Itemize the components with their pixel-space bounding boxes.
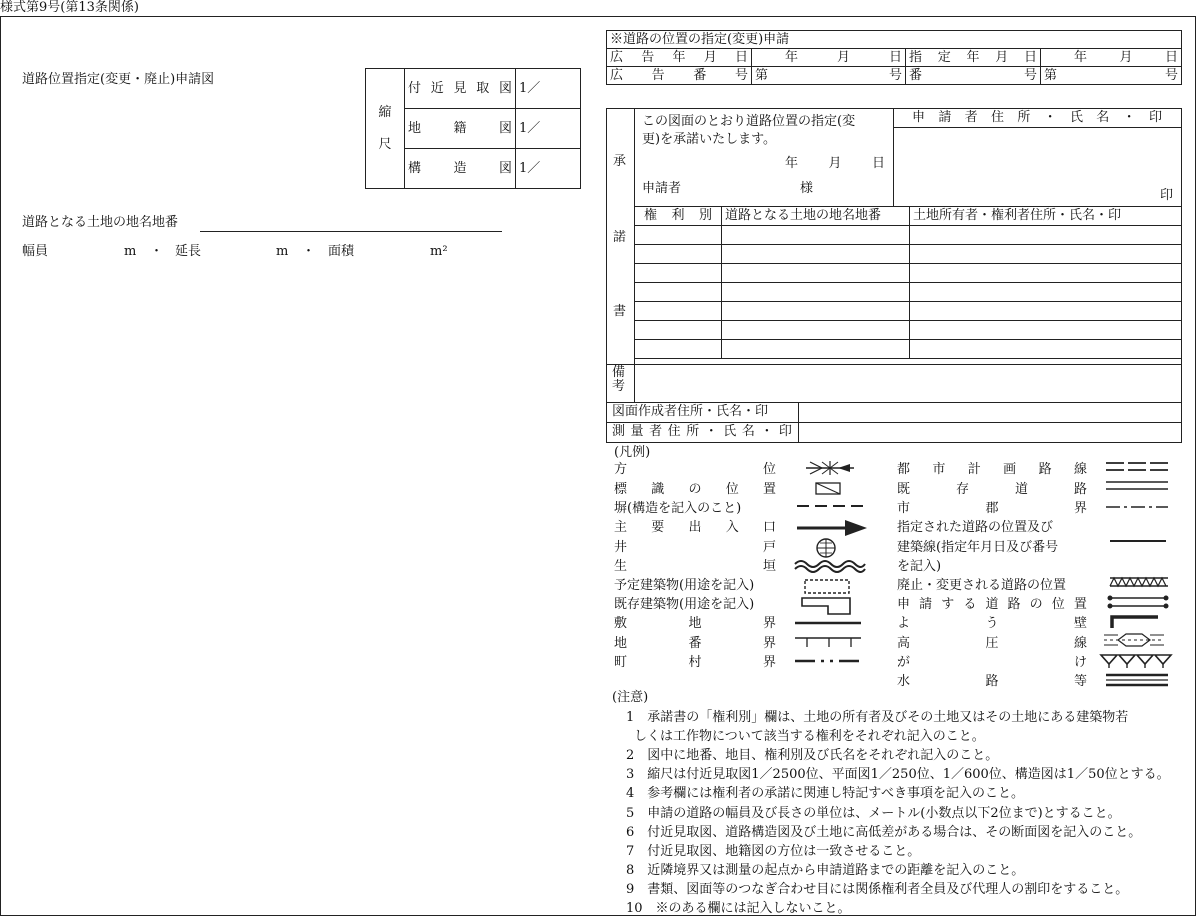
label-char: 所 bbox=[686, 424, 700, 439]
label-char: 申 bbox=[912, 110, 926, 125]
divider bbox=[893, 127, 1182, 128]
legend-item: 主 要 出 入 口 bbox=[614, 520, 776, 536]
remarks-field[interactable] bbox=[635, 365, 1181, 401]
table-row[interactable] bbox=[635, 302, 1182, 321]
table-row[interactable] bbox=[635, 264, 1182, 283]
length-unit: m bbox=[276, 244, 289, 259]
legend-item: 既 存 道 路 bbox=[897, 482, 1087, 498]
label-char: 月 bbox=[828, 156, 842, 171]
rights-table bbox=[634, 206, 1182, 359]
designation-header: ※道路の位置の指定(変更)申請 bbox=[607, 31, 1182, 49]
label-char: 氏 bbox=[1069, 110, 1083, 125]
label-char: 利 bbox=[671, 208, 685, 224]
consent-side-label: 承 諾 書 bbox=[613, 154, 627, 319]
area-label: 面積 bbox=[328, 244, 355, 259]
note-item: 10 ※のある欄には記入しないこと。 bbox=[626, 901, 851, 916]
legend-item: 指定された道路の位置及び bbox=[897, 520, 1054, 536]
scale-table bbox=[365, 68, 581, 189]
well-icon bbox=[814, 537, 838, 559]
separator: ・ bbox=[302, 244, 316, 259]
label-char: 住 bbox=[667, 424, 681, 439]
surveyor-field[interactable] bbox=[799, 423, 1181, 442]
consent-date[interactable] bbox=[785, 156, 885, 172]
width-label: 幅員 bbox=[22, 244, 49, 259]
abolished-road-icon bbox=[1108, 576, 1170, 588]
legend-item: 方 位 bbox=[614, 462, 776, 478]
note-item: 9 書類、図面等のつなぎ合わせ目には関係権利者全員及び代理人の割印をすること。 bbox=[626, 881, 1129, 897]
scale-label-char: 付 bbox=[408, 80, 422, 96]
table-row[interactable] bbox=[635, 283, 1182, 302]
label-char: 号 bbox=[734, 67, 748, 83]
note-item: 8 近隣境界又は測量の起点から申請道路までの距離を記入のこと。 bbox=[626, 862, 1025, 878]
col-rights bbox=[635, 207, 722, 226]
notice-number-value[interactable]: 第 号 bbox=[752, 67, 906, 85]
label-char: ・ bbox=[1043, 110, 1057, 125]
legend-item: 予定建築物(用途を記入) bbox=[614, 578, 755, 594]
label-char: 名 bbox=[1096, 110, 1110, 125]
table-row[interactable] bbox=[635, 226, 1182, 245]
notice-date-value[interactable] bbox=[752, 49, 906, 67]
note-item: 4 参考欄には権利者の承諾に関連し特記すべき事項を記入のこと。 bbox=[626, 786, 1025, 802]
drawer-field[interactable] bbox=[799, 403, 1181, 421]
note-item: 5 申請の道路の幅員及び長さの単位は、メートル(小数点以下2位まで)とすること。 bbox=[626, 805, 1121, 821]
seal-mark: 印 bbox=[1160, 188, 1174, 203]
legend-item: 水 路 等 bbox=[897, 674, 1087, 690]
hedge-icon bbox=[793, 558, 867, 574]
label-char: 広 bbox=[610, 67, 624, 83]
label-char: 年 bbox=[785, 49, 799, 65]
label-char: 告 bbox=[651, 67, 665, 83]
scale-label-char: 籍 bbox=[453, 120, 467, 136]
legend-item: 地 番 界 bbox=[614, 636, 776, 652]
north-arrow-icon bbox=[800, 461, 860, 475]
label-char: 広 bbox=[610, 49, 624, 65]
label-char: 指 bbox=[909, 49, 923, 65]
legend-item: 高 圧 線 bbox=[897, 636, 1087, 652]
col-owner: 土地所有者・権利者住所・氏名・印 bbox=[910, 207, 1182, 226]
lot-boundary-icon bbox=[793, 618, 863, 628]
legend-item: が け bbox=[897, 655, 1087, 671]
drawing-title: 道路位置指定(変更・廃止)申請図 bbox=[22, 72, 215, 87]
legend-item: 都 市 計 画 路 線 bbox=[897, 462, 1087, 478]
high-voltage-line-icon bbox=[1102, 631, 1166, 649]
note-item: 7 付近見取図、地籍図の方位は一致させること。 bbox=[626, 843, 921, 859]
existing-building-icon bbox=[800, 596, 854, 616]
label-char: 住 bbox=[990, 110, 1004, 125]
applicant-sama: 様 bbox=[800, 181, 814, 196]
label-char: 告 bbox=[641, 49, 655, 65]
label-char: 所 bbox=[1017, 110, 1031, 125]
existing-road-icon bbox=[1104, 479, 1170, 493]
scale-label-char: 地 bbox=[408, 120, 422, 136]
scale-label-char: 見 bbox=[453, 80, 467, 96]
label-char: 氏 bbox=[723, 424, 737, 439]
designation-number-value[interactable]: 番 号 bbox=[906, 67, 1041, 85]
label-char: 権 bbox=[644, 208, 658, 224]
legend-item: 建築線(指定年月日及び番号 bbox=[897, 540, 1059, 556]
label-char: 日 bbox=[871, 156, 885, 171]
table-row[interactable] bbox=[635, 245, 1182, 264]
note-item: 6 付近見取図、道路構造図及び土地に高低差がある場合は、その断面図を記入のこと。 bbox=[626, 824, 1142, 840]
label-char: 別 bbox=[698, 208, 712, 224]
label-char: 月 bbox=[1119, 49, 1133, 65]
label-char: 請 bbox=[938, 110, 952, 125]
label-char: 番 bbox=[693, 67, 707, 83]
scale-row-label bbox=[405, 149, 516, 189]
designation-table bbox=[606, 30, 1182, 85]
scale-label-char: 造 bbox=[453, 160, 467, 176]
label-char: 月 bbox=[703, 49, 717, 65]
note-item: 3 縮尺は付近見取図1／2500位、平面図1／250位、1／600位、構造図は1／50位とする。 bbox=[626, 767, 1170, 783]
designate-date-label bbox=[906, 49, 1041, 67]
legend-item: を記入) bbox=[897, 559, 942, 575]
consent-statement-line2: 更)を承諾いたします。 bbox=[642, 132, 777, 147]
cliff-icon bbox=[1099, 653, 1177, 669]
legend-item: 塀(構造を記入のこと) bbox=[614, 501, 742, 517]
label-char: 測 bbox=[612, 424, 626, 439]
label-char: 月 bbox=[995, 49, 1009, 65]
label-char: 月 bbox=[836, 49, 850, 65]
scale-label-char: 取 bbox=[476, 80, 490, 96]
label-char: 日 bbox=[1164, 49, 1178, 65]
label-char: 名 bbox=[741, 424, 755, 439]
label-char: 年 bbox=[785, 156, 799, 171]
scale-label-char: 近 bbox=[430, 80, 444, 96]
table-row[interactable] bbox=[635, 321, 1182, 340]
label-char: 者 bbox=[964, 110, 978, 125]
label-char: ・ bbox=[1122, 110, 1136, 125]
scale-row-value[interactable]: 1／ bbox=[516, 69, 581, 109]
scale-label-char: 構 bbox=[408, 160, 422, 176]
scale-label-char: 図 bbox=[498, 160, 512, 176]
legend-item: 市 郡 界 bbox=[897, 501, 1087, 517]
divider bbox=[893, 108, 894, 206]
legend-item: 町 村 界 bbox=[614, 655, 776, 671]
label-char: ・ bbox=[760, 424, 774, 439]
scale-label-char: 図 bbox=[498, 120, 512, 136]
label-char: 印 bbox=[778, 424, 792, 439]
label-char: 日 bbox=[1023, 49, 1037, 65]
label-char: 年 bbox=[1074, 49, 1088, 65]
sign-icon bbox=[814, 481, 842, 497]
note-item: しくは工作物について該当する権利をそれぞれ記入のこと。 bbox=[634, 729, 985, 745]
legend-title: (凡例) bbox=[614, 445, 651, 460]
legend-item: 井 戸 bbox=[614, 540, 776, 556]
area-unit: m² bbox=[430, 244, 448, 259]
land-underline[interactable] bbox=[200, 231, 502, 232]
main-entrance-arrow-icon bbox=[795, 518, 870, 538]
label-char: 日 bbox=[734, 49, 748, 65]
label-char: 量 bbox=[630, 424, 644, 439]
city-plan-road-icon bbox=[1104, 460, 1170, 474]
applicant-header bbox=[912, 110, 1162, 126]
scale-heading: 縮 尺 bbox=[366, 69, 405, 189]
city-district-boundary-icon bbox=[1104, 502, 1170, 512]
col-land: 道路となる土地の地名地番 bbox=[722, 207, 910, 226]
drawer-label: 図面作成者住所・氏名・印 bbox=[612, 404, 769, 419]
scale-row-value[interactable]: 1／ bbox=[516, 149, 581, 189]
land-label: 道路となる土地の地名地番 bbox=[22, 215, 179, 230]
table-row[interactable] bbox=[635, 340, 1182, 359]
scale-label-char: 図 bbox=[498, 80, 512, 96]
applied-road-icon bbox=[1104, 594, 1172, 610]
legend-item: 既存建築物(用途を記入) bbox=[614, 597, 755, 613]
legend-item: 生 垣 bbox=[614, 559, 776, 575]
note-item: 1 承諾書の「権利別」欄は、土地の所有者及びその土地又はその土地にある建築物若 bbox=[626, 710, 1129, 725]
notice-number-label bbox=[607, 67, 752, 85]
lot-number-boundary-icon bbox=[793, 632, 863, 648]
length-label: 延長 bbox=[175, 244, 202, 259]
label-char: 定 bbox=[937, 49, 951, 65]
width-unit: m bbox=[124, 244, 137, 259]
label-char: 日 bbox=[888, 49, 902, 65]
designation-no-value[interactable]: 第 号 bbox=[1041, 67, 1182, 85]
town-boundary-icon bbox=[793, 656, 863, 666]
separator: ・ bbox=[150, 244, 164, 259]
legend-item: 申 請 す る 道 路 の 位 置 bbox=[897, 597, 1087, 613]
legend-item: よ う 壁 bbox=[897, 616, 1087, 632]
designate-date-value[interactable] bbox=[1041, 49, 1182, 67]
notice-date-label bbox=[607, 49, 752, 67]
consent-statement-line1: この図面のとおり道路位置の指定(変 bbox=[642, 114, 856, 129]
designated-road-icon bbox=[1108, 536, 1168, 546]
label-char: ・ bbox=[704, 424, 718, 439]
scale-row-label bbox=[405, 69, 516, 109]
form-id: 様式第9号(第13条関係) bbox=[0, 0, 139, 15]
label-char: 年 bbox=[672, 49, 686, 65]
legend-item: 廃止・変更される道路の位置 bbox=[897, 578, 1067, 594]
fence-icon bbox=[795, 501, 865, 511]
label-char: 印 bbox=[1148, 110, 1162, 125]
waterway-icon bbox=[1104, 673, 1170, 689]
legend-item: 標 識 の 位 置 bbox=[614, 482, 776, 498]
retaining-wall-icon bbox=[1110, 614, 1160, 630]
scale-row-value[interactable]: 1／ bbox=[516, 109, 581, 149]
surveyor-label bbox=[612, 424, 792, 440]
note-item: 2 図中に地番、地目、権利別及び氏名をそれぞれ記入のこと。 bbox=[626, 748, 999, 764]
planned-building-icon bbox=[803, 578, 853, 596]
legend-item: 敷 地 界 bbox=[614, 616, 776, 632]
label-char: 年 bbox=[966, 49, 980, 65]
notes-title: (注意) bbox=[612, 690, 649, 705]
label-char: 者 bbox=[649, 424, 663, 439]
remarks-label: 備 考 bbox=[612, 365, 626, 395]
scale-row-label bbox=[405, 109, 516, 149]
applicant-label: 申請者 bbox=[642, 181, 682, 196]
